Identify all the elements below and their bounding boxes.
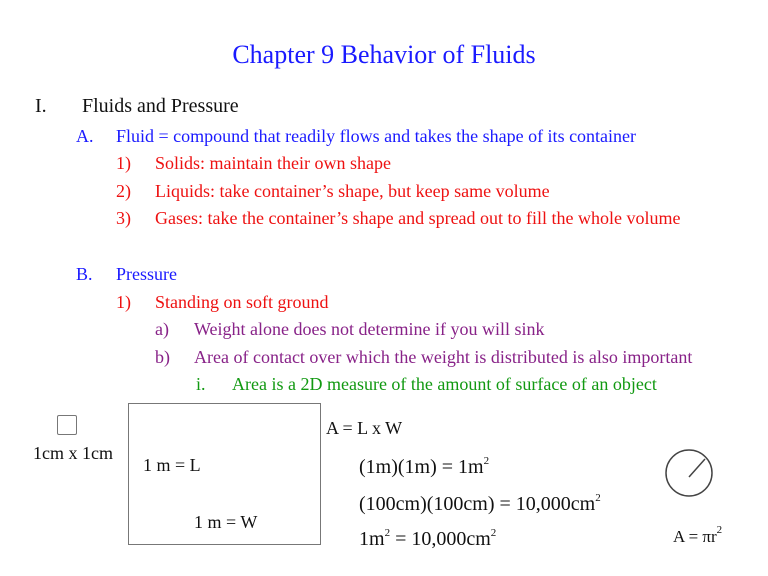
item-marker: A. [76,126,94,146]
item-label: Area of contact over which the weight is distributed is also important [194,347,693,367]
item-marker: 3) [116,208,131,228]
small-square-figure [57,415,77,435]
circle-formula-text: A = πr [673,527,717,546]
section-marker: I. [35,95,47,117]
item-label: Pressure [116,264,177,284]
section-label: Fluids and Pressure [82,95,239,117]
item-marker: 1) [116,292,131,312]
item-label: Gases: take the container’s shape and spread out to fill the whole volume [155,208,681,228]
item-label: Solids: maintain their own shape [155,153,391,173]
circle-area-formula [673,524,723,547]
item-label: Standing on soft ground [155,292,329,312]
exponent: 2 [483,455,490,467]
equation-1 [359,456,489,479]
item-marker: 1) [116,153,131,173]
equation-2-text: (100cm)(100cm) = 10,000cm [359,493,596,515]
circle-radius-icon [660,444,720,504]
equation-3-lhs: 1m [359,528,385,550]
equation-3-rhs: = 10,000cm [390,528,491,550]
area-formula: A = L x W [326,418,403,438]
item-label: Liquids: take container’s shape, but keep same volume [155,181,550,201]
item-marker: B. [76,264,93,284]
item-marker: b) [155,347,170,367]
equation-3 [359,528,496,551]
equation-2 [359,493,601,516]
item-label: Area is a 2D measure of the amount of surface of an object [232,374,657,394]
equation-1-text: (1m)(1m) = 1m [359,456,484,478]
exponent: 2 [384,527,391,539]
item-marker: 2) [116,181,131,201]
slide-title: Chapter 9 Behavior of Fluids [232,40,536,69]
item-label: Weight alone does not determine if you will sink [194,319,545,339]
exponent: 2 [490,527,497,539]
length-label: 1 m = L [143,455,201,475]
item-marker: i. [196,374,206,394]
exponent: 2 [716,524,723,536]
exponent: 2 [595,492,601,504]
width-label: 1 m = W [194,512,258,532]
small-square-label: 1cm x 1cm [33,443,113,463]
item-label: Fluid = compound that readily flows and takes the shape of its container [116,126,637,146]
item-marker: a) [155,319,169,339]
